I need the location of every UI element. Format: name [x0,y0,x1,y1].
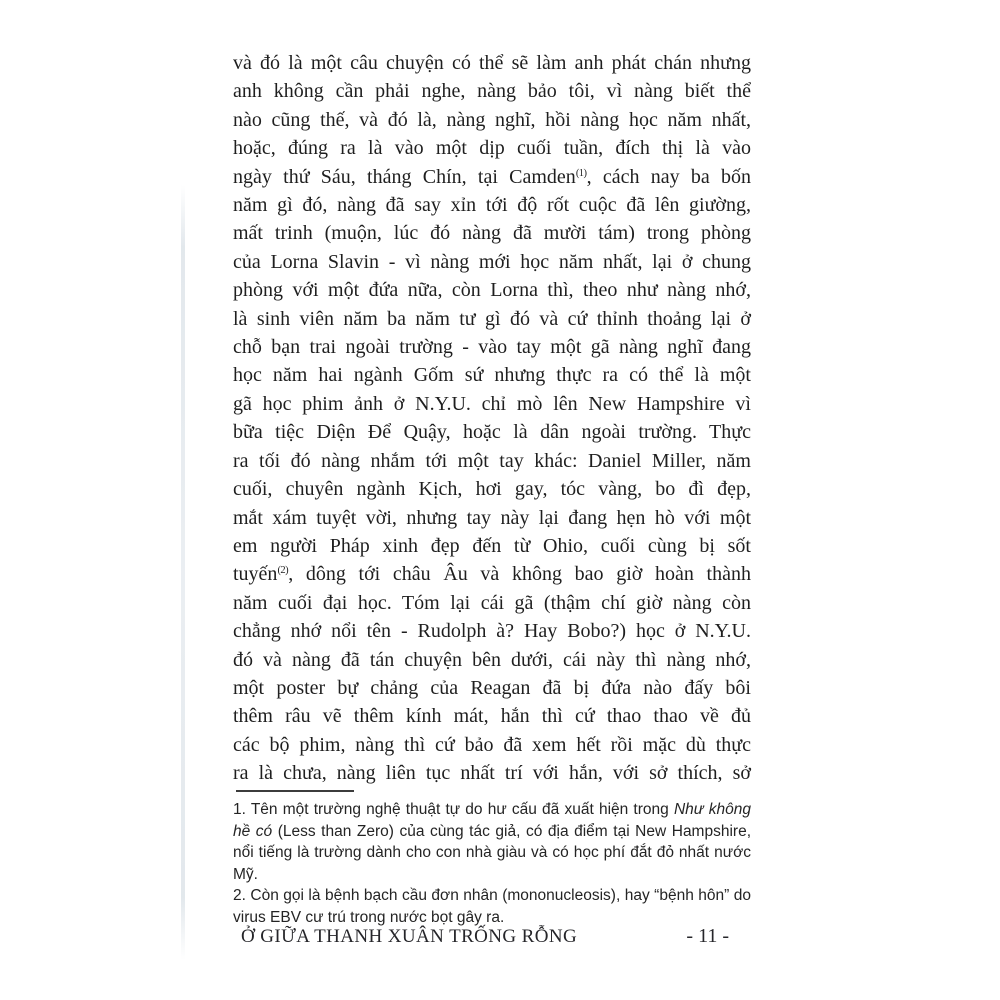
text-line [233,447,751,475]
text-segment: chẳng nhớ nổi tên - Rudolph à? Hay Bobo?) học ở N.Y.U. [233,620,751,643]
text-line [233,77,751,105]
footnote-section [233,790,751,929]
text-line [233,759,751,787]
text-segment: phòng với một đứa nữa, còn Lorna thì, theo như nàng nhớ, [233,279,751,302]
text-segment: chỗ bạn trai ngoài trường - vào tay một gã nàng nghĩ đang [233,336,751,359]
text-segment: ra là chưa, nàng liên tục nhất trí với hắn, với sở thích, sở [233,762,751,785]
text-line [233,475,751,503]
text-line [233,532,751,560]
page-footer [233,925,751,948]
text-line [233,646,751,674]
page-edge-shadow [181,185,185,960]
footnote-1 [233,799,751,885]
text-line [233,674,751,702]
text-segment: năm cuối đại học. Tóm lại cái gã (thậm chí giờ nàng còn [233,591,751,614]
text-line [233,361,751,389]
text-segment: của Lorna Slavin - vì nàng mới học năm nhất, lại ở chung [233,250,751,273]
text-segment: Như không hề có [233,801,751,840]
text-line [233,617,751,645]
text-line [233,731,751,759]
text-line [233,163,751,191]
text-line [233,134,751,162]
text-line [233,418,751,446]
text-line [233,106,751,134]
text-segment: bữa tiệc Diện Để Quậy, hoặc là dân ngoài trường. Thực [233,421,751,444]
body-text [233,49,751,788]
text-line [233,560,751,588]
running-title: Ở GIỮA THANH XUÂN TRỐNG RỖNG [241,926,578,947]
footnote-marker: (2) [277,565,289,577]
text-segment: một poster bự chảng của Reagan đã bị đứa nào đấy bôi [233,676,751,699]
text-segment: học năm hai ngành Gốm sứ nhưng thực ra có thể là một [233,364,751,387]
text-segment: ngày thứ Sáu, tháng Chín, tại Camden [233,165,576,188]
text-segment: 2. Còn gọi là bệnh bạch cầu đơn nhân (mononucleosis), hay “bệnh hôn” do virus EBV cư trú trong nước bọt gây ra. [233,887,751,926]
text-segment: mất trinh (muộn, lúc đó nàng đã mười tám) trong phòng [233,222,751,245]
text-segment: anh không cần phải nghe, nàng bảo tôi, vì nàng biết thể [233,80,751,103]
text-line [233,305,751,333]
footnote-2 [233,885,751,928]
text-line [233,191,751,219]
text-segment: là sinh viên năm ba năm tư gì đó và cứ thỉnh thoảng lại ở [233,307,751,330]
text-segment: hoặc, đúng ra là vào một dịp cuối tuần, đích thị là vào [233,137,751,160]
text-segment: em người Pháp xinh đẹp đến từ Ohio, cuối cùng bị sốt [233,534,751,557]
footnote-separator [236,790,354,792]
text-segment: mắt xám tuyệt vời, nhưng tay này lại đang hẹn hò với một [233,506,751,529]
text-segment: thêm râu vẽ thêm kính mát, hắn thì cứ thao thao về đủ [233,705,751,728]
text-segment: tuyến [233,563,278,586]
text-segment: , dông tới châu Âu và không bao giờ hoàn thành [288,563,751,586]
text-segment: đó và nàng đã tán chuyện bên dưới, cái này thì nàng nhớ, [233,648,751,671]
text-line [233,333,751,361]
text-segment: nào cũng thế, và đó là, nàng nghĩ, hồi nàng học năm nhất, [233,108,751,131]
text-line [233,589,751,617]
text-line [233,219,751,247]
text-segment: 1. Tên một trường nghệ thuật tự do hư cấu đã xuất hiện trong [233,801,674,818]
text-line [233,702,751,730]
text-segment: (Less than Zero) của cùng tác giả, có địa điểm tại New Hampshire, nổi tiếng là trường dành cho con nhà giàu và có học phí đắt đỏ nhất nước Mỹ. [233,822,751,883]
text-segment: , cách nay ba bốn [586,165,751,188]
text-segment: gã học phim ảnh ở N.Y.U. chỉ mò lên New Hampshire vì [233,392,751,415]
text-line [233,504,751,532]
text-segment: năm gì đó, nàng đã say xỉn tới độ rốt cuộc đã lên giường, [233,194,751,217]
text-segment: cuối, chuyên ngành Kịch, hơi gay, tóc vàng, bo đì đẹp, [233,478,751,501]
text-line [233,49,751,77]
text-line [233,248,751,276]
text-line [233,276,751,304]
text-segment: ra tối đó nàng nhắm tới một tay khác: Daniel Miller, năm [233,449,751,472]
text-line [233,390,751,418]
text-segment: các bộ phim, nàng thì cứ bảo đã xem hết rồi mặc dù thực [233,733,751,756]
text-segment: và đó là một câu chuyện có thể sẽ làm anh phát chán nhưng [233,52,751,74]
footnote-marker: (1) [575,167,587,179]
page-number: - 11 - [686,925,729,947]
